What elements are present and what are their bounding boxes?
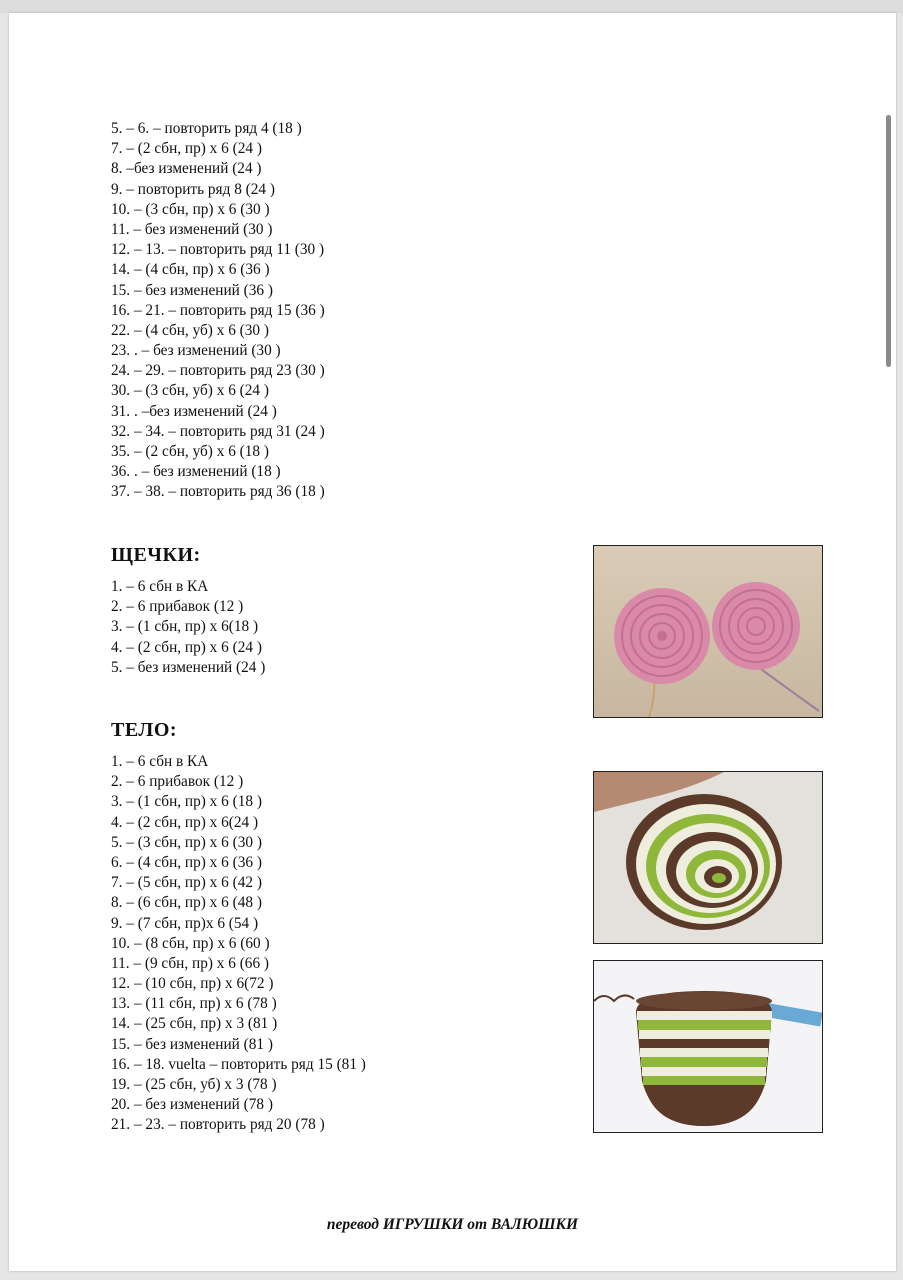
- cheek-circle-left: [614, 588, 710, 684]
- body-pattern-row: 1. – 6 сбн в КА: [111, 753, 209, 770]
- footer-credit: перевод ИГРУШКИ от ВАЛЮШКИ: [326, 1216, 579, 1233]
- cheeks-pattern-row: 4. – (2 сбн, пр) х 6 (24 ): [111, 638, 262, 656]
- body-pattern-row: 10. – (8 сбн, пр) х 6 (60 ): [111, 934, 270, 952]
- pattern-row: 23. . – без изменений (30 ): [111, 342, 281, 360]
- pattern-row: 36. . – без изменений (18 ): [111, 463, 281, 481]
- body-pattern-row: 15. – без изменений (81 ): [111, 1035, 273, 1053]
- body-pattern-row: 21. – 23. – повторить ряд 20 (78 ): [111, 1116, 325, 1134]
- body-pattern-row: 19. – (25 сбн, уб) х 3 (78 ): [111, 1076, 277, 1093]
- pattern-row: 30. – (3 сбн, уб) х 6 (24 ): [111, 382, 269, 400]
- cheek-circle-right: [712, 582, 800, 670]
- body-pattern-row: 6. – (4 сбн, пр) х 6 (36 ): [111, 853, 262, 871]
- body-bottom-photo: [593, 771, 823, 944]
- pattern-row: 22. – (4 сбн, уб) х 6 (30 ): [111, 321, 269, 339]
- cheeks-pattern-row: 2. – 6 прибавок (12 ): [111, 598, 244, 616]
- cheeks-rows-list: [111, 577, 265, 678]
- scrollbar-thumb[interactable]: [886, 115, 891, 367]
- pattern-row: 37. – 38. – повторить ряд 36 (18 ): [111, 483, 325, 501]
- pattern-row: 10. – (3 сбн, пр) х 6 (30 ): [111, 200, 270, 218]
- pattern-row: 5. – 6. – повторить ряд 4 (18 ): [111, 120, 302, 137]
- body-pattern-row: 8. – (6 сбн, пр) х 6 (48 ): [111, 894, 262, 912]
- pattern-row: 31. . –без изменений (24 ): [111, 402, 277, 420]
- body-heading: ТЕЛО:: [111, 719, 178, 741]
- viewer-top-bar: [0, 0, 903, 13]
- body-pattern-row: 14. – (25 сбн, пр) х 3 (81 ): [111, 1015, 278, 1033]
- cheeks-pattern-row: 1. – 6 сбн в КА: [111, 578, 209, 595]
- body-pattern-row: 4. – (2 сбн, пр) х 6(24 ): [111, 813, 259, 831]
- pattern-row: 35. – (2 сбн, уб) х 6 (18 ): [111, 443, 269, 460]
- cheeks-pattern-row: 3. – (1 сбн, пр) х 6(18 ): [111, 618, 259, 636]
- pattern-row: 14. – (4 сбн, пр) х 6 (36 ): [111, 261, 270, 279]
- pattern-row: 24. – 29. – повторить ряд 23 (30 ): [111, 362, 325, 380]
- pattern-row: 9. – повторить ряд 8 (24 ): [111, 180, 275, 198]
- body-pattern-row: 9. – (7 сбн, пр)х 6 (54 ): [111, 914, 259, 932]
- body-pattern-row: 2. – 6 прибавок (12 ): [111, 773, 244, 791]
- body-rows-list: [111, 752, 366, 1136]
- document-page: [9, 13, 896, 1271]
- pattern-row: 16. – 21. – повторить ряд 15 (36 ): [111, 301, 325, 319]
- pattern-row: 32. – 34. – повторить ряд 31 (24 ): [111, 422, 325, 440]
- body-pattern-row: 16. – 18. vuelta – повторить ряд 15 (81 ): [111, 1055, 366, 1073]
- body-pattern-row: 20. – без изменений (78 ): [111, 1096, 273, 1114]
- cheeks-heading: ЩЕЧКИ:: [111, 544, 201, 566]
- body-side-photo: [593, 960, 823, 1133]
- pattern-row: 15. – без изменений (36 ): [111, 281, 273, 299]
- cheeks-pattern-row: 5. – без изменений (24 ): [111, 658, 266, 676]
- body-pattern-row: 12. – (10 сбн, пр) х 6(72 ): [111, 975, 274, 993]
- pattern-row: 11. – без изменений (30 ): [111, 220, 273, 238]
- pattern-row: 12. – 13. – повторить ряд 11 (30 ): [111, 241, 325, 259]
- body-pattern-row: 3. – (1 сбн, пр) х 6 (18 ): [111, 793, 262, 811]
- pattern-row: 8. –без изменений (24 ): [111, 160, 262, 178]
- body-pattern-row: 5. – (3 сбн, пр) х 6 (30 ): [111, 833, 262, 851]
- cheeks-photo: [593, 545, 823, 718]
- body-pattern-row: 7. – (5 сбн, пр) х 6 (42 ): [111, 874, 262, 892]
- pattern-row: 7. – (2 сбн, пр) х 6 (24 ): [111, 140, 262, 158]
- head-rows-list: [111, 119, 325, 503]
- body-pattern-row: 13. – (11 сбн, пр) х 6 (78 ): [111, 995, 277, 1013]
- body-pattern-row: 11. – (9 сбн, пр) х 6 (66 ): [111, 954, 270, 972]
